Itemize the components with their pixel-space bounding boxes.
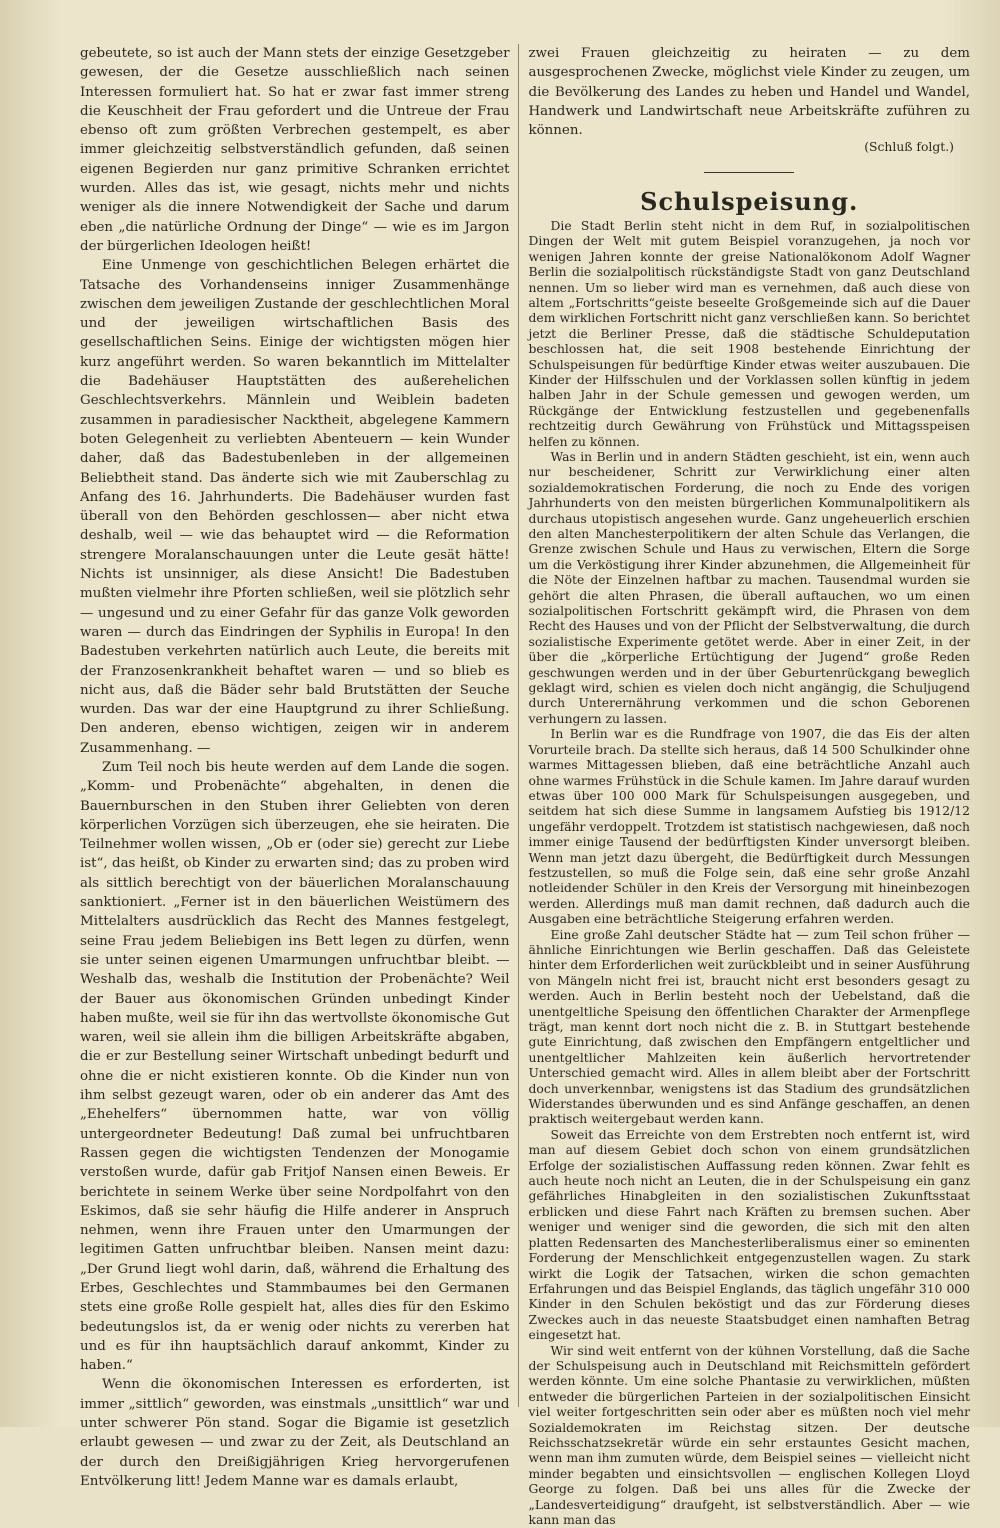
article-paragraph: Eine große Zahl deutscher Städte hat — zum Teil schon früher — ähnliche Einrichtungen wie Berlin geschaffen. Daß das Geleistete hinter dem Erforderlichen weit zurückbleibt und in seiner Ausführung von Mängeln nicht frei ist, braucht nicht erst besonders gesagt zu werden. Auch in Berlin besteht noch der Uebelstand, daß die unentgeltliche Speisung den öffentlichen Charakter der Armenpflege trägt, man kennt dort noch nicht die z. B. in Stuttgart bestehende gute Einrichtung, daß zwischen den Empfängern entgeltlicher und unentgeltlicher Mahlzeiten kein äußerlich hervortretender Unterschied gemacht wird. Alles in allem bleibt aber der Fortschritt doch unverkennbar, wenigstens ist das Stadium des grundsätzlichen Widerstandes überwunden und es sind Anfänge geschaffen, an denen praktisch weitergebaut werden kann. xyxy=(528,927,970,1127)
article-paragraph: Eine Unmenge von geschichtlichen Belegen erhärtet die Tatsache des Vorhandenseins inniger Zusammenhänge zwischen dem jeweiligen Zustande der geschlechtlichen Moral und der jeweiligen wirtschaftlichen Basis des gesellschaftlichen Seins. Einige der wichtigsten mögen hier kurz angeführt werden. So waren bekanntlich im Mittelalter die Badehäuser Hauptstätten des außerehelichen Geschlechtsverkehrs. Männlein und Weiblein badeten zusammen in paradiesischer Nacktheit, abgelegene Kammern boten Gelegenheit zu verliebten Abenteuern — kein Wunder daher, daß das Badestubenleben in der allgemeinen Beliebtheit stand. Das änderte sich wie mit Zauberschlag zu Anfang des 16. Jahrhunderts. Die Badehäuser wurden fast überall von den Behörden geschlossen— aber nicht etwa deshalb, weil — wie das behauptet wird — die Reformation strengere Moralanschauungen unter die Leute gesät hätte! Nichts ist unsinniger, als diese Ansicht! Die Badestuben mußten vielmehr ihre Pforten schließen, weil sie plötzlich sehr — ungesund und zu einer Gefahr für das ganze Volk geworden waren — durch das Eindringen der Syphilis in Europa! In den Badestuben verkehrten natürlich auch Leute, die bereits mit der Franzosenkrankheit behaftet waren — und so blieb es nicht aus, daß die Bäder sehr bald Brutstätten der Seuche wurden. Das war der eine Hauptgrund zu ihrer Schließung. Den anderen, ebenso wichtigen, zeigen wir in anderem Zusammenhang. — xyxy=(80,258,510,756)
article-paragraph: Die Stadt Berlin steht nicht in dem Ruf, in sozialpolitischen Dingen der Welt mit gutem Beispiel voranzugehen, ja noch vor wenigen Jahren konnte der greise Nationalökonom Adolf Wagner Berlin die sozialpolitisch rückständigste Stadt von ganz Deutschland nennen. Um so lieber wird man es vernehmen, daß auch diese von altem „Fortschritts“geiste beseelte Großgemeinde sich auf die Dauer dem wirklichen Fortschritt nicht ganz verschließen kann. So berichtet jetzt die Berliner Presse, daß die städtische Schuldeputation beschlossen hat, die seit 1908 bestehende Einrichtung der Schulspeisungen für bedürftige Kinder etwas weiter auszubauen. Die Kinder der Hilfsschulen und der Vorklassen sollen künftig in jedem halben Jahr in der Schule gemessen und gewogen werden, um Rückgänge der Entwicklung festzustellen und gegebenenfalls rechtzeitig durch Gewährung von Frühstück und Mittagsspeisen helfen zu können. xyxy=(528,218,970,449)
article-paragraph: Wir sind weit entfernt von der kühnen Vorstellung, daß die Sache der Schulspeisung auch in Deutschland mit Reichsmitteln gefördert werden könnte. Um eine solche Phantasie zu verwirklichen, müßten entweder die bürgerlichen Parteien in der sozialpolitischen Einsicht viel weiter fortgeschritten sein oder aber es müßten noch viel mehr Sozialdemokraten im Reichstag sitzen. Der deutsche Reichsschatzsekretär würde ein sehr erstauntes Gesicht machen, wenn man ihm zumuten würde, dem Beispiel seines — vielleicht nicht minder begabten und einsichtsvollen — englischen Kollegen Lloyd George zu folgen. Daß bei uns alles für die Zwecke der „Landesverteidigung“ draufgeht, ist selbstverständlich. Aber — wie kann man das xyxy=(528,1343,970,1528)
left-column xyxy=(80,44,519,1489)
article-paragraph: gebeutete, so ist auch der Mann stets der einzige Gesetzgeber gewesen, der die Gesetze ausschließlich nach seinen Interessen formuliert hat. So hat er zwar fast immer streng die Keuschheit der Frau gefordert und die Untreue der Frau ebenso oft zum größten Verbrechen gestempelt, es aber immer gleichzeitig selbstverständlich gefunden, daß seinen eigenen Begierden nur ganz primitive Schranken errichtet wurden. Alles das ist, wie gesagt, nichts mehr und nichts weniger als die innere Notwendigkeit der Sache und darum eben „die natürliche Ordnung der Dinge“ — wie es im Jargon der bürgerlichen Ideologen heißt! xyxy=(80,46,510,254)
article-paragraph: Wenn die ökonomischen Interessen es erforderten, ist immer „sittlich“ geworden, was einstmals „unsittlich“ war und unter schwerer Pön stand. Sogar die Bigamie ist gesetzlich erlaubt gewesen — und zwar zu der Zeit, als Deutschland an der durch den Dreißigjährigen Krieg hervorgerufenen Entvölkerung litt! Jedem Manne war es damals erlaubt, xyxy=(80,1377,510,1489)
article-paragraph: Was in Berlin und in andern Städten geschieht, ist ein, wenn auch nur bescheidener, Schritt zur Verwirklichung einer alten sozialdemokratischen Forderung, die noch zu Ende des vorigen Jahrhunderts von den meisten bürgerlichen Kommunalpolitikern als durchaus utopistisch angesehen wurde. Ganz ungeheuerlich erschien den alten Manchesterpolitikern der alten Schule das Verlangen, die Grenze zwischen Schule und Haus zu verwischen, Eltern die Sorge um die Verköstigung ihrer Kinder abzunehmen, die Allgemeinheit für die Nöte der Einzelnen haftbar zu machen. Tausendmal wurden sie gehört die alten Phrasen, die überall auftauchen, wo um einen sozialpolitischen Fortschritt gekämpft wird, die Phrasen von dem Recht des Hauses und von der Pflicht der Selbstverwaltung, die durch sozialistische Experimente getötet werde. Aber in einer Zeit, in der über die „körperliche Ertüchtigung der Jugend“ große Reden geschwungen werden und in der über Geburtenrückgang beweglich geklagt wird, schien es vielen doch nicht angängig, die Schuljugend durch Unterernährung verkommen und die schon Geborenen verhungern zu lassen. xyxy=(528,449,970,726)
article-title: Schulspeisung. xyxy=(640,186,859,216)
article-paragraph: Zum Teil noch bis heute werden auf dem Lande die sogen. „Komm- und Probenächte“ abgehalten, in denen die Bauernburschen in den Stuben ihrer Geliebten von deren körperlichen Vorzügen sich überzeugen, ehe sie heiraten. Die Teilnehmer wollen wissen, „Ob er (oder sie) gerecht zur Liebe ist“, das heißt, ob Kinder zu erwarten sind; das zu proben wird als sittlich berechtigt von der bäuerlichen Moralanschauung sanktioniert. „Ferner ist in den bäuerlichen Weistümern des Mittelalters ausdrücklich das Recht des Mannes festgelegt, seine Frau jedem Beliebigen ins Bett legen zu dürfen, wenn sie unter seinen eigenen Umarmungen unfruchtbar bleibt. — Weshalb das, weshalb die Institution der Probenächte? Weil der Bauer aus ökonomischen Gründen unbedingt Kinder haben mußte, weil sie für ihn das wertvollste ökonomische Gut waren, weil sie allein ihm die billigen Arbeitskräfte abgaben, die er zur Bestellung seiner Wirtschaft unbedingt bedurft und ohne die er nicht existieren konnte. Ob die Kinder nun von ihm selbst gezeugt waren, oder ob ein anderer das Amt des „Ehehelfers“ übernommen hatte, war von völlig untergeordneter Bedeutung! Daß zumal bei unfruchtbaren Rassen gegen die wichtigsten Tendenzen der Monogamie verstoßen wurde, dafür gab Fritjof Nansen einen Beweis. Er berichtete in seinem Werke über seine Nordpolfahrt von den Eskimos, daß sie sehr häufig die Hilfe anderer in Anspruch nehmen, wenn ihre Frauen unter den Umarmungen der legitimen Gatten unfruchtbar bleiben. Nansen meint dazu: „Der Grund liegt wohl darin, daß, während die Erhaltung des Erbes, Geschlechtes und Stammbaumes bei den Germanen stets eine große Rolle gespielt hat, alles dies für den Eskimo bedeutungslos ist, da er wenig oder nichts zu vererben hat und es für ihn hauptsächlich darauf ankommt, Kinder zu haben.“ xyxy=(80,759,510,1374)
right-column xyxy=(528,44,971,1528)
continued-paragraph: zwei Frauen gleichzeitig zu heiraten — zu dem ausgesprochenen Zwecke, möglichst viele Kinder zu zeugen, um die Bevölkerung des Landes zu heben und Handel und Wandel, Handwerk und Landwirtschaft neue Arbeitskräfte zuführen zu können. xyxy=(528,46,970,139)
article-paragraph: In Berlin war es die Rundfrage von 1907, die das Eis der alten Vorurteile brach. Da stellte sich heraus, daß 14 500 Schulkinder ohne warmes Mittagessen blieben, daß eine beträchtliche Anzahl auch ohne warmes Frühstück in die Schule kamen. Im Jahre darauf wurden etwas über 100 000 Mark für Schulspeisungen ausgegeben, und seitdem hat sich diese Summe in langsamem Aufstieg bis 1912/12 ungefähr verdoppelt. Trotzdem ist statistisch nachgewiesen, daß noch immer einige Tausend der bedürftigsten Kinder unversorgt bleiben. Wenn man jetzt dazu übergeht, die Bedürftigkeit durch Messungen festzustellen, so muß die Folge sein, daß eine sehr große Anzahl notleidender Schüler in den Kreis der Versorgung mit hineinbezogen werden. Allerdings muß man damit rechnen, daß dadurch auch die Ausgaben eine beträchtliche Steigerung erfahren werden. xyxy=(528,727,970,927)
article-divider xyxy=(704,172,794,173)
to-be-continued-note: (Schluß folgt.) xyxy=(864,140,954,155)
article-paragraph: Soweit das Erreichte von dem Erstrebten noch entfernt ist, wird man auf diesem Gebiet doch schon von einem grundsätzlichen Erfolge der sozialistischen Auffassung reden können. Zwar fehlt es auch heute noch nicht an Leuten, die in der Schulspeisung ein ganz gefährliches Hinabgleiten in den sozialistischen Zukunftsstaat erblicken und diese Fahrt nach Kräften zu bremsen suchen. Aber weniger und weniger sind die geworden, die sich mit den alten platten Redensarten des Manchesterliberalismus einer so eminenten Forderung der Menschlichkeit entgegenzustellen wagen. Zu stark wirkt die Logik der Tatsachen, wirken die schon gemachten Erfahrungen und das Beispiel Englands, das täglich ungefähr 310 000 Kinder in den Schulen beköstigt und das zur Förderung dieses Zweckes auch in das neueste Staatsbudget einen namhaften Betrag eingesetzt hat. xyxy=(528,1127,970,1343)
